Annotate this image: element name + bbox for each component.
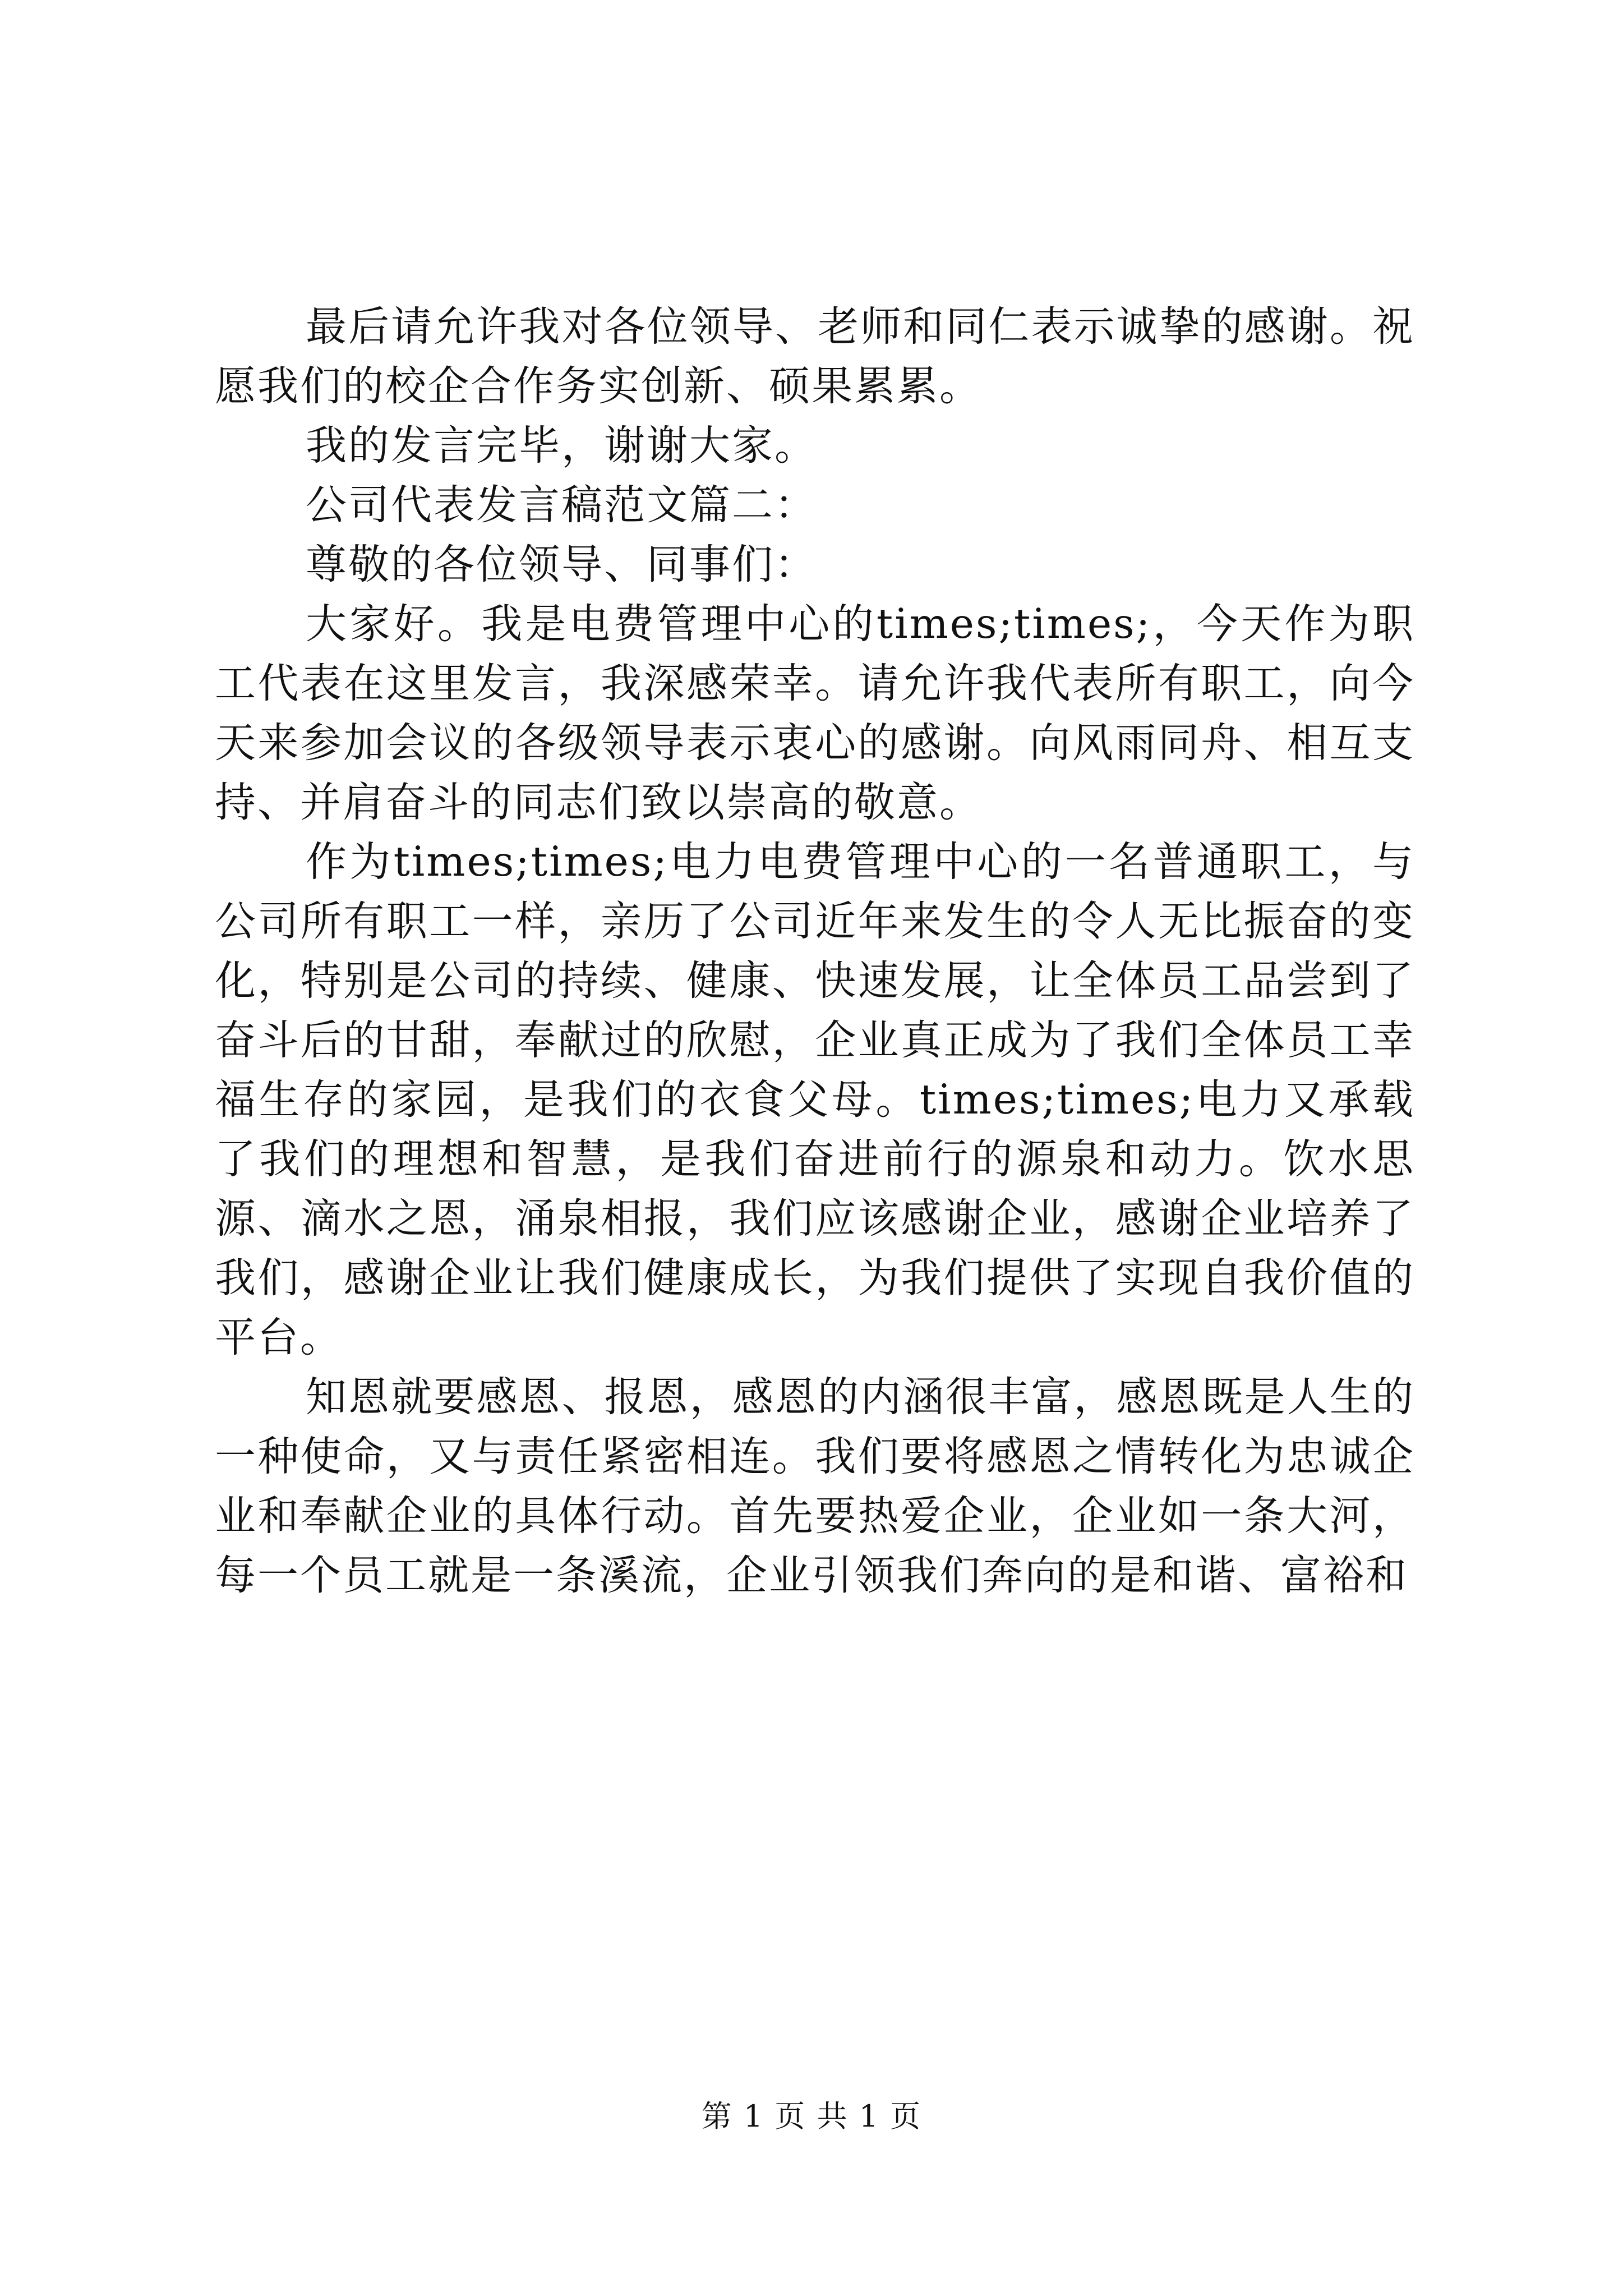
body-text — [215, 297, 1415, 1605]
paragraph-company-development: 作为times;times;电力电费管理中心的一名普通职工，与公司所有职工一样，亲历了公司近年来发生的令人无比振奋的变化，特别是公司的持续、健康、快速发展，让全体员工品尝到了奋斗后的甘甜，奉献过的欣慰，企业真正成为了我们全体员工幸福生存的家园，是我们的衣食父母。times;times;电力又承载了我们的理想和智慧，是我们奋进前行的源泉和动力。饮水思源、滴水之恩，涌泉相报，我们应该感谢企业，感谢企业培养了我们，感谢企业让我们健康成长，为我们提供了实现自我价值的平台。 — [215, 838, 1415, 1361]
paragraph-gratitude: 知恩就要感恩、报恩，感恩的内涵很丰富，感恩既是人生的一种使命，又与责任紧密相连。我们要将感恩之情转化为忠诚企业和奉献企业的具体行动。首先要热爱企业，企业如一条大河，每一个员工就是一条溪流，企业引领我们奔向的是和谐、富裕和 — [215, 1373, 1415, 1599]
section-heading: 公司代表发言稿范文篇二： — [306, 481, 817, 529]
paragraph-introduction: 大家好。我是电费管理中心的times;times;，今天作为职工代表在这里发言，我深感荣幸。请允许我代表所有职工，向今天来参加会议的各级领导表示衷心的感谢。向风雨同舟、相互支持、并肩奋斗的同志们致以崇高的敬意。 — [215, 600, 1415, 826]
paragraph-closing-thanks: 最后请允许我对各位领导、老师和同仁表示诚挚的感谢。祝愿我们的校企合作务实创新、硕果累累。 — [215, 303, 1415, 410]
paragraph-speech-end: 我的发言完毕，谢谢大家。 — [306, 422, 817, 470]
salutation: 尊敬的各位领导、同事们： — [306, 541, 817, 588]
page-footer: 第 1 页 共 1 页 — [701, 2099, 922, 2134]
